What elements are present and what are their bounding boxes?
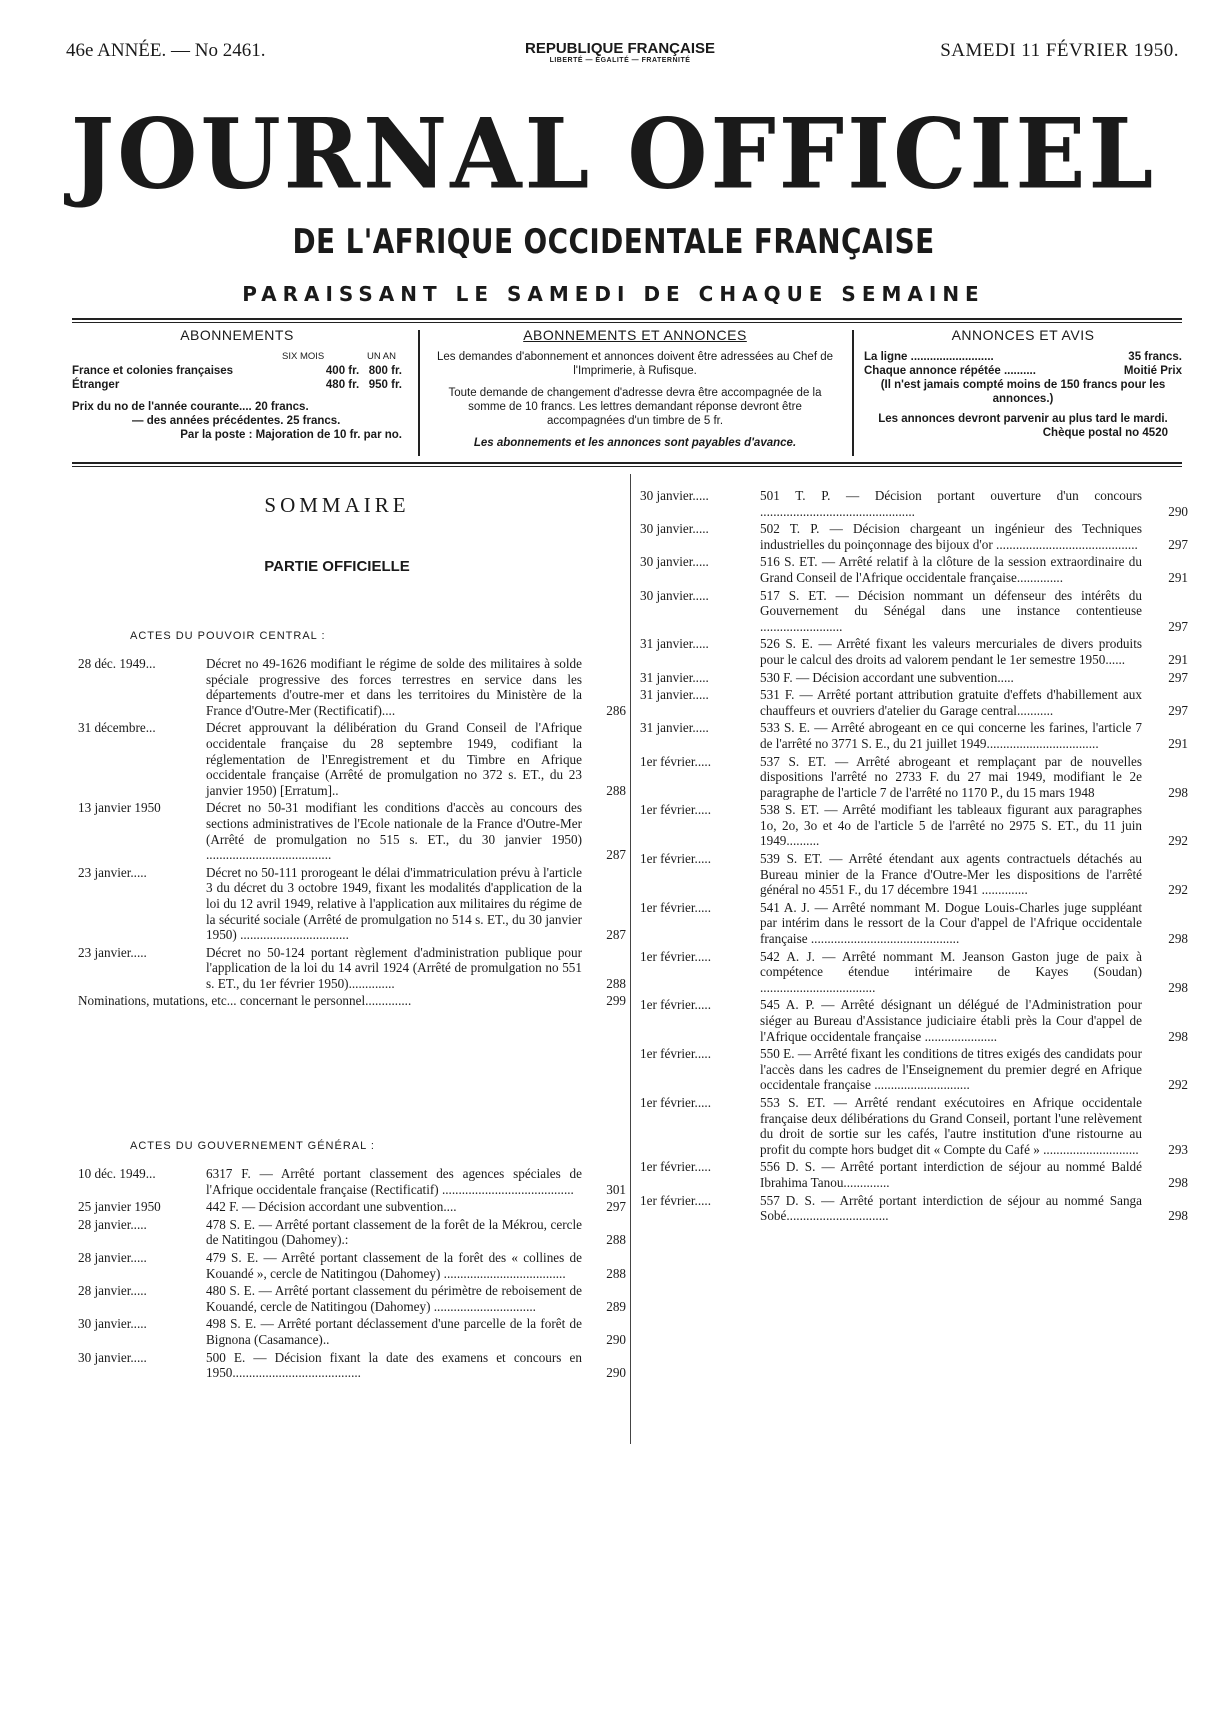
paiement-note: Les abonnements et les annonces sont payables d'avance.: [473, 437, 797, 449]
box-divider-2: [852, 330, 854, 456]
entry-page: 298: [1168, 784, 1188, 800]
boxes-rule: [72, 462, 1182, 464]
republic-block: [470, 40, 770, 64]
sommaire-entry: [640, 554, 1188, 585]
row-label: Étranger: [72, 379, 120, 391]
entry-date: 30 janvier.....: [78, 1349, 147, 1365]
entry-page: 291: [1168, 569, 1188, 585]
abonnement-row-etranger: [72, 378, 402, 392]
entry-page: 288: [606, 975, 626, 991]
entry-text: Décret no 50-31 modifiant les conditions d'accès au concours des sections administratives de l'Ecole nationale de la France d'Outre-Mer (Arrêté de promulgation no 515 s. ET., du 30 janvier 1950) ......................................: [206, 800, 582, 863]
nominations-entry: [78, 993, 626, 1009]
entry-text: 517 S. ET. — Décision nommant un défenseur des intérêts du Gouvernement du Sénégal dans une instance contentieuse .........................: [760, 587, 1142, 634]
col-six-mois: SIX MOIS: [282, 351, 325, 362]
row-six: 400 fr.: [325, 365, 360, 377]
changement-adresse-note: Toute demande de changement d'adresse devra être accompagnée de la somme de 10 francs. Les lettres demandant réponse devront être accompagnées d'un timbre de 5 fr.: [448, 387, 822, 427]
entry-page: 290: [1168, 503, 1188, 519]
abonnements-annonces-title: ABONNEMENTS ET ANNONCES: [523, 327, 747, 343]
sommaire-entry: [78, 656, 626, 718]
sommaire-entry: [78, 720, 626, 798]
entry-date: 31 décembre...: [78, 720, 156, 736]
minimum-note: (Il n'est jamais compté moins de 150 francs pour les annonces.): [880, 379, 1166, 405]
entry-text: 541 A. J. — Arrêté nommant M. Dogue Louis-Charles juge suppléant par intérim dans le ressort de la Cour d'appel de l'Afrique occidentale française .............................................: [760, 899, 1142, 947]
entry-text: 531 F. — Arrêté portant attribution gratuite d'effets d'habillement aux chauffeurs et ouvriers d'atelier du Garage central...........: [760, 687, 1142, 718]
sommaire-entry: [640, 636, 1188, 667]
entry-page: 297: [606, 1199, 626, 1215]
sommaire-entry: [640, 1159, 1188, 1190]
entry-text: 556 D. S. — Arrêté portant interdiction de séjour au nommé Baldé Ibrahima Tanou..............: [760, 1159, 1142, 1190]
entry-page: 287: [606, 847, 626, 863]
entry-page: 289: [606, 1298, 626, 1314]
entry-page: 292: [1168, 882, 1188, 898]
entry-text: Décret no 50-111 prorogeant le délai d'immatriculation prévu à l'article 3 du décret du 3 octobre 1949, fixant les modalités d'application de la loi du 12 avril 1949, relative à l'application aux militaires du régime de la sécurité sociale (Arrêté de promulgation no 514 s. ET., du 30 janvier 1950) .................................: [206, 864, 582, 943]
entry-date: 1er février.....: [640, 899, 712, 915]
entry-date: 28 janvier.....: [78, 1216, 147, 1232]
republic-label: REPUBLIQUE FRANÇAISE: [524, 40, 715, 57]
sommaire-entry: [78, 1250, 626, 1281]
majoration-poste: Par la poste : Majoration de 10 fr. par no.: [180, 429, 402, 441]
entry-text: 539 S. ET. — Arrêté étendant aux agents contractuels détachés au Bureau minier de la France d'Outre-Mer les dispositions de l'arrêté général no 4551 F., du 17 décembre 1941 ..............: [760, 851, 1142, 898]
entry-date: 30 janvier.....: [640, 554, 709, 570]
entry-page: 298: [1168, 1028, 1188, 1044]
entry-text: 6317 F. — Arrêté portant classement des agences spéciales de l'Afrique occidentale française (Rectificatif) ........................................: [206, 1166, 582, 1197]
sommaire-entry: [640, 720, 1188, 751]
entry-date: 23 janvier.....: [78, 944, 147, 960]
entry-text: 542 A. J. — Arrêté nommant M. Jeanson Gaston juge de paix à compétence étendue intérimaire de Kayes (Soudan) ...................................: [760, 948, 1142, 995]
entry-date: 31 janvier.....: [640, 636, 709, 652]
masthead-subtitle: DE L'AFRIQUE OCCIDENTALE FRANÇAISE: [292, 222, 935, 262]
sommaire-entry: [640, 900, 1188, 947]
entry-date: 1er février.....: [640, 753, 712, 769]
sommaire-entry: [640, 851, 1188, 898]
entry-page: 297: [1168, 536, 1188, 552]
entry-page: 291: [1168, 735, 1188, 751]
row-an: 800 fr.: [368, 365, 402, 377]
annonces-avis-box: [864, 328, 1182, 456]
entry-date: 30 janvier.....: [78, 1316, 147, 1332]
adresse-note: Les demandes d'abonnement et annonces doivent être adressées au Chef de l'Imprimerie, à Rufisque.: [436, 351, 834, 377]
col-un-an: UN AN: [366, 351, 396, 362]
boxes-rule-thin: [72, 466, 1182, 467]
row-six: 480 fr.: [325, 379, 360, 391]
entry-text: 442 F. — Décision accordant une subvention....: [206, 1199, 457, 1215]
sommaire-entry: [640, 997, 1188, 1044]
sommaire-entry: [78, 1350, 626, 1381]
entry-text: Décret no 50-124 portant règlement d'administration publique pour l'application de la loi du 14 avril 1924 (Arrêté de promulgation no 551 s. ET., du 1er février 1950)..............: [206, 944, 582, 991]
entry-date: 10 déc. 1949...: [78, 1166, 156, 1181]
sommaire-entry: [640, 754, 1188, 801]
entry-text: 545 A. P. — Arrêté désignant un délégué de l'Administration pour siéger au Bureau d'Assistance judiciaire établi près la Cour d'appel de l'Afrique occidentale française ......................: [760, 997, 1142, 1044]
sommaire-entry: [640, 687, 1188, 718]
entry-page: 286: [606, 702, 626, 718]
entry-text: Nominations, mutations, etc... concernant le personnel..............: [78, 993, 412, 1009]
entry-text: 479 S. E. — Arrêté portant classement de la forêt des « collines de Kouandé », cercle de Natitingou (Dahomey) .....................................: [206, 1249, 582, 1281]
entry-date: 31 janvier.....: [640, 720, 709, 736]
general-entries-right: [640, 488, 1188, 1226]
entry-text: 500 E. — Décision fixant la date des examens et concours en 1950.......................................: [206, 1349, 582, 1381]
row-label: France et colonies françaises: [72, 365, 234, 377]
tarif-repetee-label: Chaque annonce répétée ..........: [864, 365, 1036, 377]
entry-text: 526 S. E. — Arrêté fixant les valeurs mercuriales de divers produits pour le calcul des droits ad valorem pendant le 1er semestre 1950......: [760, 636, 1142, 667]
column-divider: [630, 474, 631, 1444]
entry-text: 537 S. ET. — Arrêté abrogeant et remplaçant par de nouvelles dispositions l'arrêté no 2733 F. du 27 mai 1949, modifiant le 2e paragraphe de l'article 7 de l'arrêté no 1170 P., du 15 mars 1948: [760, 753, 1142, 800]
entry-page: 299: [606, 993, 626, 1009]
entry-text: 480 S. E. — Arrêté portant classement du périmètre de reboisement de Kouandé, cercle de Natitingou (Dahomey) ...............................: [206, 1283, 582, 1314]
tarif-ligne: [864, 350, 1182, 364]
entry-page: 298: [1168, 931, 1188, 947]
entry-date: 1er février.....: [640, 802, 712, 818]
sommaire-entry: [78, 1199, 626, 1215]
row-an: 950 fr.: [368, 379, 402, 391]
sommaire-entry: [78, 1316, 626, 1347]
prix-precedentes: — des années précédentes. 25 francs.: [132, 415, 341, 427]
sommaire-title: SOMMAIRE: [264, 493, 410, 517]
tarif-repetee: [864, 364, 1182, 378]
entry-page: 288: [606, 1232, 626, 1248]
sommaire-entry: [78, 800, 626, 862]
general-entries-left: [78, 1166, 626, 1383]
issue-date: SAMEDI 11 FÉVRIER 1950.: [940, 40, 1179, 61]
entry-page: 287: [606, 927, 626, 943]
sommaire-entry: [640, 670, 1188, 686]
abonnements-annonces-box: [432, 328, 838, 456]
sommaire-entry: [640, 488, 1188, 519]
entry-date: 1er février.....: [640, 1192, 712, 1208]
sommaire-entry: [640, 949, 1188, 996]
tarif-repetee-value: Moitié Prix: [1123, 365, 1182, 377]
entry-date: 31 janvier.....: [640, 669, 709, 685]
entry-date: 30 janvier.....: [640, 521, 709, 537]
header-rule-thin: [72, 322, 1182, 323]
sommaire-entry: [640, 1095, 1188, 1157]
box-divider-1: [418, 330, 420, 456]
entry-date: 25 janvier 1950: [78, 1199, 161, 1215]
entry-date: 1er février.....: [640, 851, 712, 867]
entry-text: 538 S. ET. — Arrêté modifiant les tableaux figurant aux paragraphes 1o, 2o, 3o et 4o de l'article 5 de l'arrêté no 2975 S. ET., du 11 juin 1949..........: [760, 802, 1142, 849]
entry-date: 28 janvier.....: [78, 1249, 147, 1265]
sommaire-entry: [640, 1046, 1188, 1093]
sommaire-entry: [640, 1193, 1188, 1224]
entry-date: 1er février.....: [640, 1094, 712, 1110]
tarif-ligne-label: La ligne ..........................: [864, 351, 994, 363]
sommaire-entry: [640, 588, 1188, 635]
abonnements-box: [72, 328, 402, 456]
motto: LIBERTÉ — ÉGALITÉ — FRATERNITÉ: [549, 57, 691, 64]
sommaire-entry: [640, 521, 1188, 552]
entry-page: 298: [1168, 1208, 1188, 1224]
entry-page: 288: [606, 1265, 626, 1281]
sommaire-entry: [78, 945, 626, 992]
entry-date: 28 janvier.....: [78, 1283, 147, 1299]
entry-text: 478 S. E. — Arrêté portant classement de la forêt de la Mékrou, cercle de Natitingou (Dahomey).:: [206, 1216, 582, 1248]
entry-text: 516 S. ET. — Arrêté relatif à la clôture de la session extraordinaire du Grand Conseil de l'Afrique occidentale française..............: [760, 554, 1142, 585]
entry-page: 290: [606, 1365, 626, 1381]
entry-text: 550 E. — Arrêté fixant les conditions de titres exigés des candidats pour l'accès dans les cadres de l'Enseignement du premier degré en Afrique occidentale française .............................: [760, 1046, 1142, 1093]
entry-text: 553 S. ET. — Arrêté rendant exécutoires en Afrique occidentale française deux délibérations du Grand Conseil, portant l'une relèvement du droit de sortie sur les cafés, l'autre institution d'une ristourne au profit du compte hors budget dit « Compte du Café » .............................: [760, 1094, 1142, 1157]
actes-gouvernement-general-heading: ACTES DU GOUVERNEMENT GÉNÉRAL :: [130, 1140, 375, 1152]
entry-page: 293: [1168, 1141, 1188, 1157]
entry-text: Décret no 49-1626 modifiant le régime de solde des militaires à solde spéciale progressive des forces terrestres en service dans les départements d'outre-mer et dans les territoires du Ministère de la France d'Outre-Mer (Rectificatif)....: [206, 656, 582, 718]
entry-date: 1er février.....: [640, 948, 712, 964]
sommaire-entry: [78, 1217, 626, 1248]
tarif-ligne-value: 35 francs.: [1128, 351, 1182, 363]
sommaire-entry: [78, 865, 626, 943]
abonnements-title: ABONNEMENTS: [180, 327, 294, 343]
entry-text: 533 S. E. — Arrêté abrogeant en ce qui concerne les farines, l'article 7 de l'arrêté no 3771 S. E., du 21 juillet 1949..................................: [760, 720, 1142, 751]
publication-frequency: PARAISSANT LE SAMEDI DE CHAQUE SEMAINE: [242, 282, 985, 306]
entry-date: 1er février.....: [640, 997, 712, 1013]
entry-page: 292: [1168, 833, 1188, 849]
abonnement-row-france: [72, 364, 402, 378]
entry-date: 23 janvier.....: [78, 864, 147, 880]
entry-date: 1er février.....: [640, 1046, 712, 1062]
entry-page: 297: [1168, 702, 1188, 718]
entry-text: 502 T. P. — Décision chargeant un ingénieur des Techniques industrielles du poinçonnage des bijoux d'or ...........................................: [760, 521, 1142, 552]
entry-date: 31 janvier.....: [640, 687, 709, 703]
sommaire-entry: [78, 1283, 626, 1314]
sommaire-entry: [78, 1166, 626, 1197]
entry-text: 530 F. — Décision accordant une subvention.....: [760, 669, 1014, 685]
actes-pouvoir-central-heading: ACTES DU POUVOIR CENTRAL :: [130, 630, 326, 642]
entry-text: Décret approuvant la délibération du Grand Conseil de l'Afrique occidentale française du 28 septembre 1949, codifiant la réglementation de l'Enregistrement et du Timbre en Afrique occidentale française (Arrêté de promulgation no 372 s. ET., du 23 janvier 1950) [Erratum]..: [206, 720, 582, 798]
header-rule: [72, 318, 1182, 320]
entry-page: 301: [606, 1181, 626, 1197]
prix-courant: Prix du no de l'année courante.... 20 francs.: [72, 401, 309, 413]
issue-number: 46e ANNÉE. — No 2461.: [66, 40, 266, 61]
cheque-postal: Chèque postal no 4520: [1042, 427, 1168, 439]
entry-date: 28 déc. 1949...: [78, 656, 156, 671]
entry-text: 501 T. P. — Décision portant ouverture d'un concours ...............................................: [760, 488, 1142, 519]
entry-page: 298: [1168, 1174, 1188, 1190]
sommaire-entry: [640, 802, 1188, 849]
annonces-avis-title: ANNONCES ET AVIS: [951, 327, 1095, 343]
abonnements-columns: [72, 350, 402, 364]
entry-page: 298: [1168, 979, 1188, 995]
entry-page: 291: [1168, 651, 1188, 667]
partie-officielle-heading: PARTIE OFFICIELLE: [264, 558, 410, 575]
central-entries: [78, 656, 626, 1011]
masthead-title: JOURNAL OFFICIEL: [70, 97, 1157, 211]
delai-note: Les annonces devront parvenir au plus tard le mardi.: [878, 413, 1168, 425]
entry-page: 292: [1168, 1077, 1188, 1093]
entry-date: 1er février.....: [640, 1159, 712, 1175]
entry-date: 30 janvier.....: [640, 488, 709, 503]
entry-page: 297: [1168, 669, 1188, 685]
entry-text: 557 D. S. — Arrêté portant interdiction de séjour au nommé Sanga Sobé...............................: [760, 1192, 1142, 1224]
entry-page: 290: [606, 1331, 626, 1347]
entry-date: 30 janvier.....: [640, 587, 709, 603]
entry-text: 498 S. E. — Arrêté portant déclassement d'une parcelle de la forêt de Bignona (Casamance)..: [206, 1316, 582, 1347]
entry-date: 13 janvier 1950: [78, 800, 161, 816]
entry-page: 297: [1168, 618, 1188, 634]
entry-page: 288: [606, 782, 626, 798]
